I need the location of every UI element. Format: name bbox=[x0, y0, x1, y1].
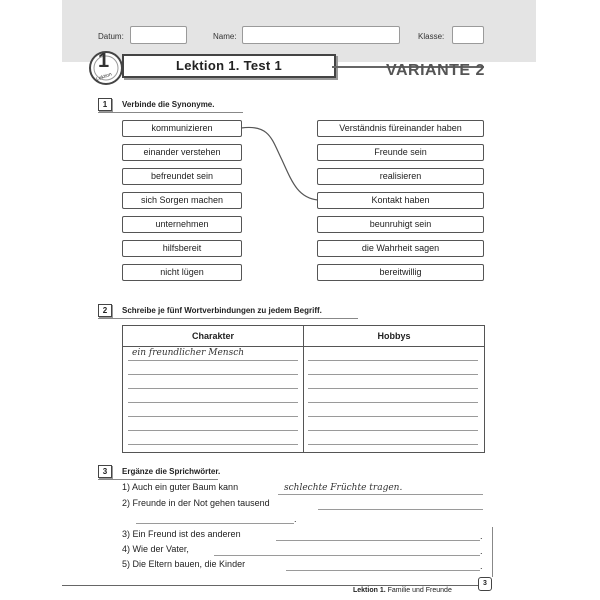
proverb-1-answer: schlechte Früchte tragen. bbox=[284, 483, 403, 493]
hobbys-line[interactable] bbox=[308, 416, 478, 417]
proverb-1-line[interactable] bbox=[278, 494, 483, 495]
left-word-2[interactable]: einander verstehen bbox=[122, 144, 242, 161]
table-header-divider bbox=[123, 346, 484, 347]
klasse-field[interactable] bbox=[452, 26, 484, 44]
right-word-1[interactable]: Verständnis füreinander haben bbox=[317, 120, 484, 137]
hobbys-line[interactable] bbox=[308, 360, 478, 361]
proverb-2-line-2[interactable] bbox=[136, 523, 294, 524]
proverb-4-period: . bbox=[480, 546, 483, 556]
right-word-5[interactable]: beunruhigt sein bbox=[317, 216, 484, 233]
proverb-4-line[interactable] bbox=[214, 555, 480, 556]
charakter-line[interactable] bbox=[128, 444, 298, 445]
task-1-underline bbox=[98, 112, 243, 113]
hobbys-line[interactable] bbox=[308, 402, 478, 403]
proverb-5-period: . bbox=[480, 561, 483, 571]
right-word-7[interactable]: bereitwillig bbox=[317, 264, 484, 281]
handwritten-example: ein freundlicher Mensch bbox=[132, 348, 245, 358]
right-word-4[interactable]: Kontakt haben bbox=[317, 192, 484, 209]
left-word-6[interactable]: hilfsbereit bbox=[122, 240, 242, 257]
proverb-3-period: . bbox=[480, 531, 483, 541]
footer-rule bbox=[62, 585, 492, 586]
left-word-7[interactable]: nicht lügen bbox=[122, 264, 242, 281]
worksheet-page bbox=[62, 0, 536, 600]
task-2-underline bbox=[98, 318, 358, 319]
proverb-3-line[interactable] bbox=[276, 540, 480, 541]
table-column-divider bbox=[303, 326, 304, 452]
datum-label: Datum: bbox=[98, 32, 124, 41]
task-1-instruction: Verbinde die Synonyme. bbox=[122, 100, 215, 109]
lektion-badge-text: Lektion bbox=[95, 71, 113, 83]
right-word-3[interactable]: realisieren bbox=[317, 168, 484, 185]
test-title: Lektion 1. Test 1 bbox=[122, 54, 336, 78]
name-field[interactable] bbox=[242, 26, 400, 44]
table-header-charakter: Charakter bbox=[191, 331, 235, 341]
task-3-number: 3 bbox=[98, 465, 112, 478]
proverb-5: 5) Die Eltern bauen, die Kinder bbox=[122, 559, 246, 569]
charakter-line[interactable] bbox=[128, 374, 298, 375]
klasse-label: Klasse: bbox=[418, 32, 445, 41]
left-word-4[interactable]: sich Sorgen machen bbox=[122, 192, 242, 209]
proverb-4: 4) Wie der Vater, bbox=[122, 544, 189, 554]
charakter-line[interactable] bbox=[128, 430, 298, 431]
charakter-line[interactable] bbox=[128, 416, 298, 417]
datum-field[interactable] bbox=[130, 26, 187, 44]
task-2-instruction: Schreibe je fünf Wortverbindungen zu jedem Begriff. bbox=[122, 306, 322, 315]
word-table bbox=[122, 325, 485, 453]
task-3-instruction: Ergänze die Sprichwörter. bbox=[122, 467, 221, 476]
proverb-2: 2) Freunde in der Not gehen tausend bbox=[122, 498, 270, 508]
task-3-underline bbox=[98, 479, 218, 480]
right-word-6[interactable]: die Wahrheit sagen bbox=[317, 240, 484, 257]
hobbys-line[interactable] bbox=[308, 374, 478, 375]
hobbys-line[interactable] bbox=[308, 388, 478, 389]
proverb-1: 1) Auch ein guter Baum kann bbox=[122, 482, 239, 492]
table-header-hobbys: Hobbys bbox=[377, 331, 411, 341]
proverb-2-line[interactable] bbox=[318, 509, 483, 510]
footer-lektion: Lektion 1. bbox=[353, 587, 386, 594]
connection-line bbox=[240, 120, 320, 210]
task-2-number: 2 bbox=[98, 304, 112, 317]
charakter-line[interactable] bbox=[128, 402, 298, 403]
left-word-3[interactable]: befreundet sein bbox=[122, 168, 242, 185]
charakter-line[interactable] bbox=[128, 360, 298, 361]
proverb-5-line[interactable] bbox=[286, 570, 480, 571]
left-word-5[interactable]: unternehmen bbox=[122, 216, 242, 233]
name-label: Name: bbox=[213, 32, 237, 41]
margin-rule bbox=[492, 527, 493, 577]
variant-label: VARIANTE 2 bbox=[386, 62, 485, 79]
hobbys-line[interactable] bbox=[308, 444, 478, 445]
page-number: 3 bbox=[478, 577, 492, 591]
hobbys-line[interactable] bbox=[308, 430, 478, 431]
footer-text bbox=[353, 587, 452, 594]
charakter-line[interactable] bbox=[128, 388, 298, 389]
proverb-2-period: . bbox=[294, 514, 297, 524]
proverb-3: 3) Ein Freund ist des anderen bbox=[122, 529, 241, 539]
lektion-number: 1 bbox=[98, 50, 110, 72]
task-1-number: 1 bbox=[98, 98, 112, 111]
left-word-1[interactable]: kommunizieren bbox=[122, 120, 242, 137]
right-word-2[interactable]: Freunde sein bbox=[317, 144, 484, 161]
footer-topic: Familie und Freunde bbox=[387, 587, 452, 594]
